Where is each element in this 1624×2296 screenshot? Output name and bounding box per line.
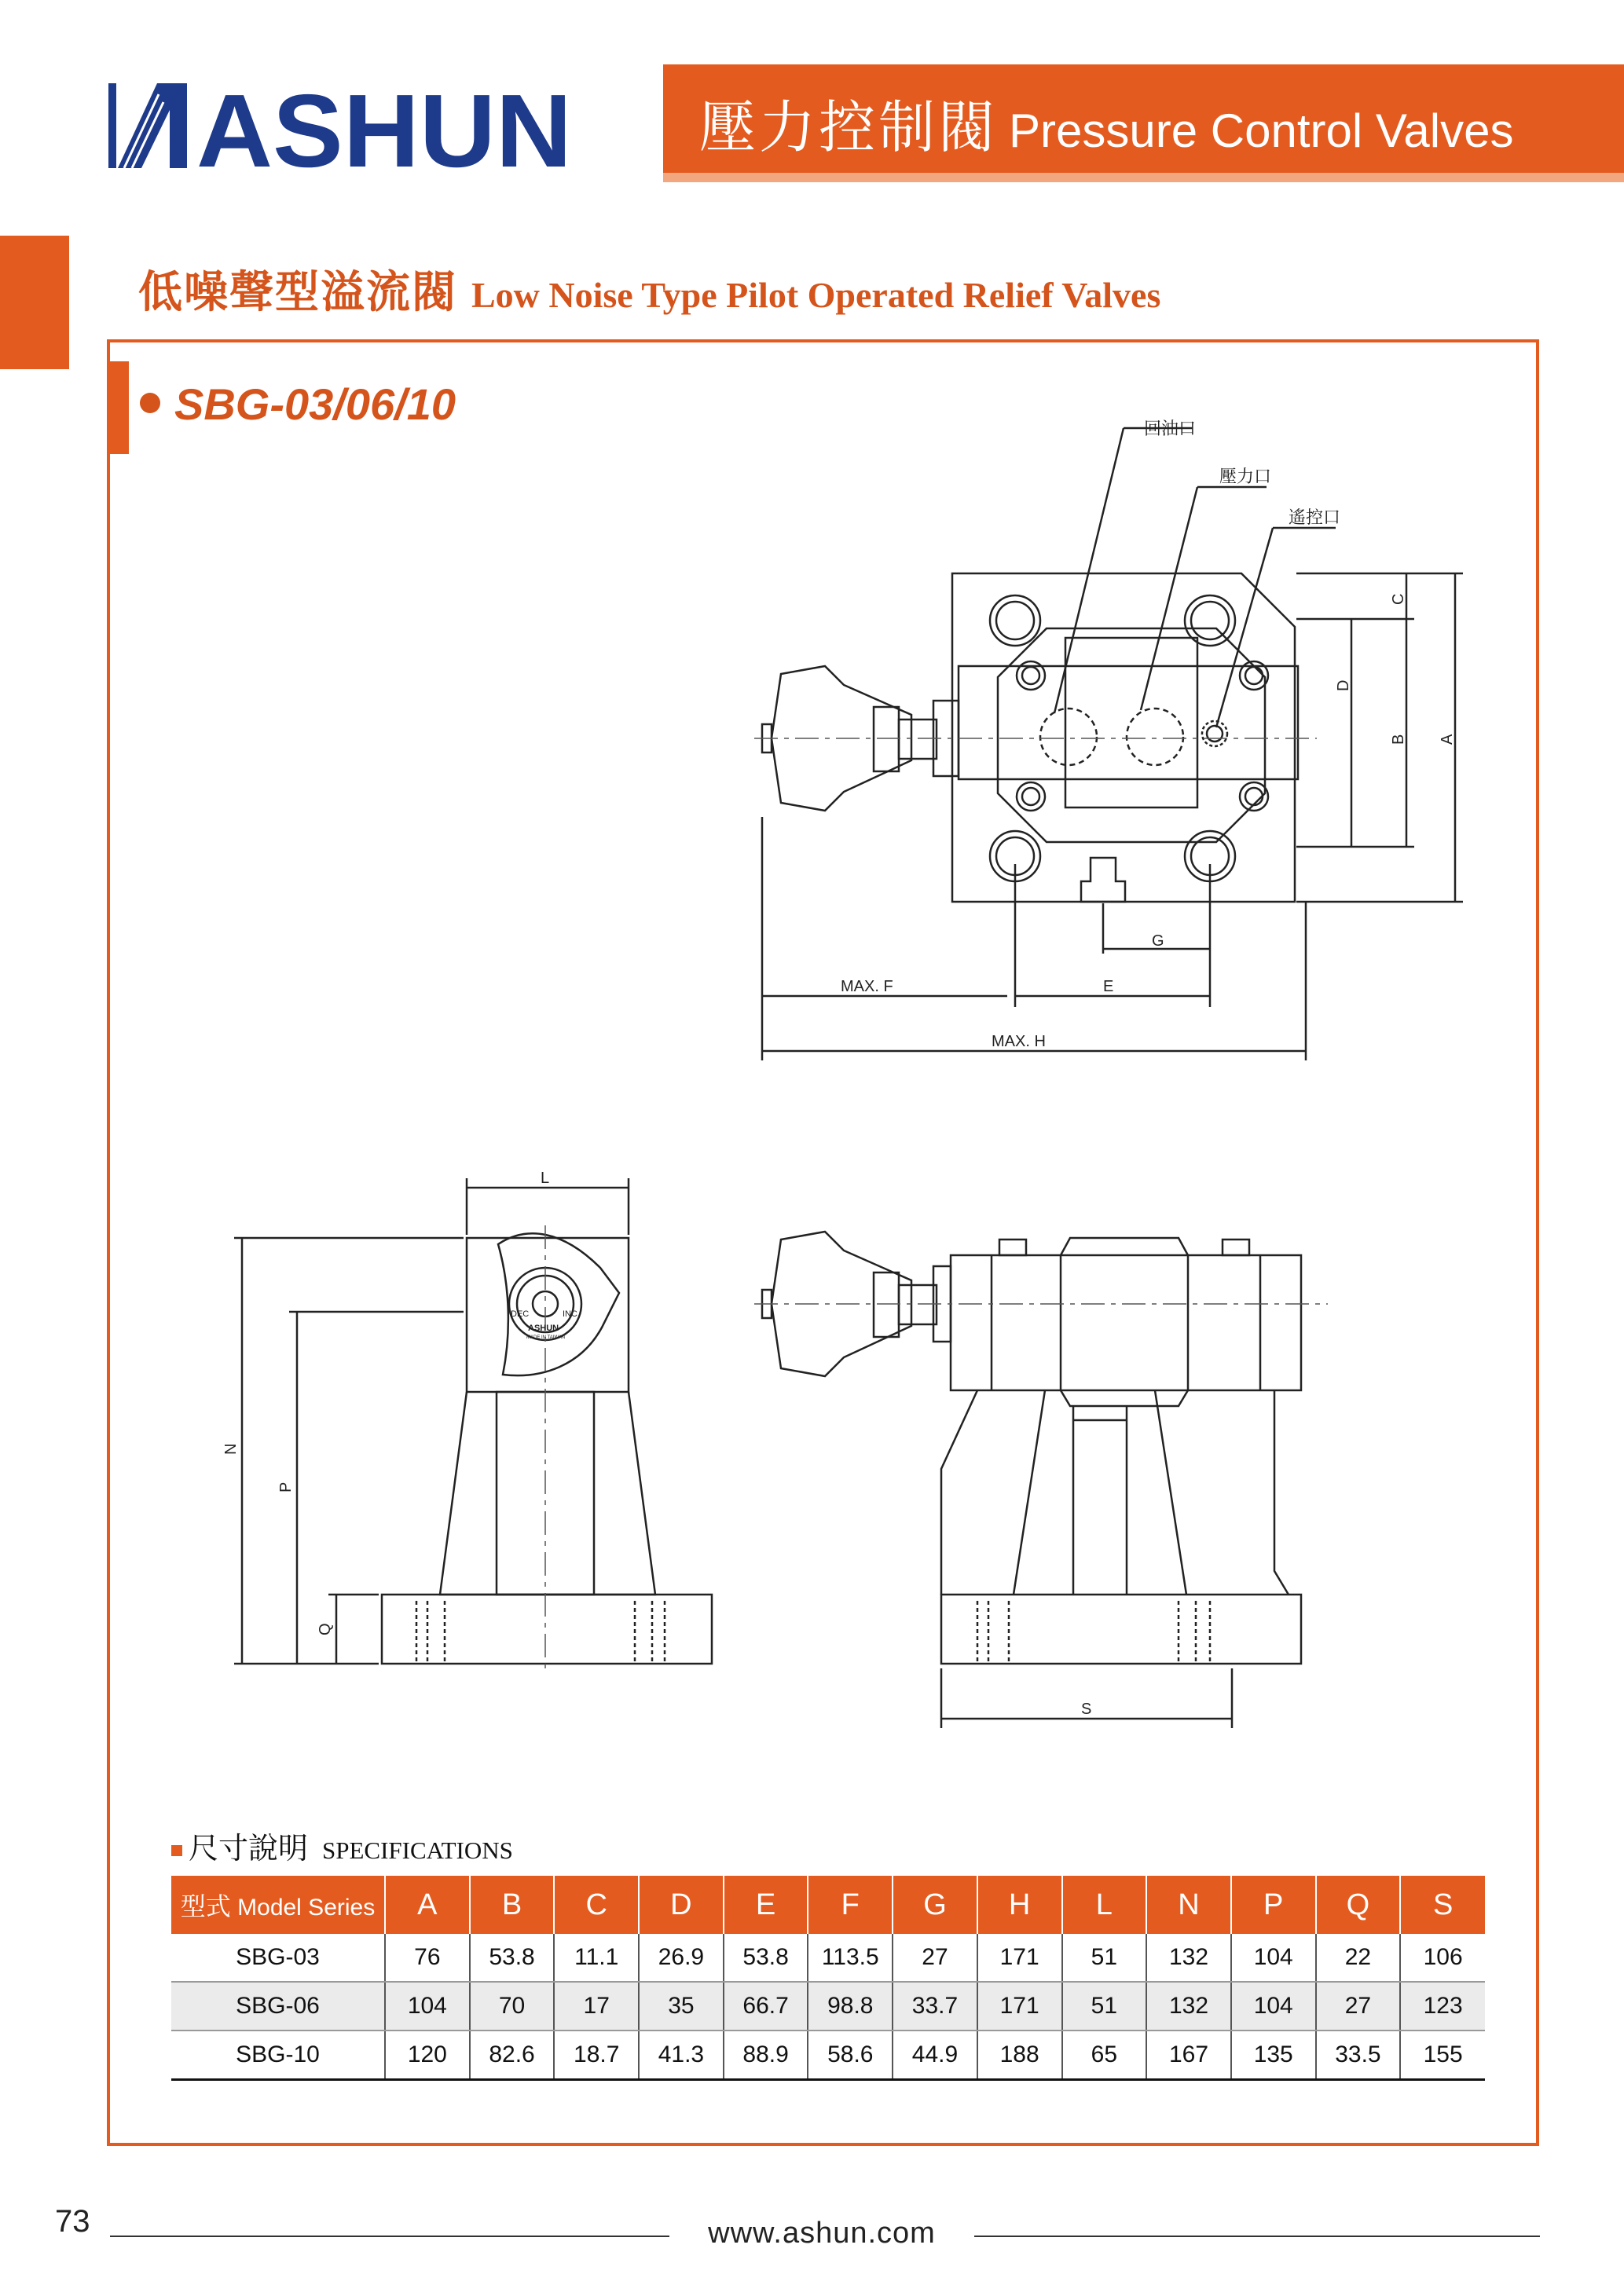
value-cell: 11.1 [554, 1934, 639, 1982]
col-header: P [1231, 1876, 1316, 1934]
table-row [171, 1982, 1485, 2031]
value-cell: 18.7 [554, 2031, 639, 2080]
header-title-en: Pressure Control Valves [1009, 104, 1514, 157]
col-header: E [724, 1876, 808, 1934]
value-cell: 88.9 [724, 2031, 808, 2080]
value-cell: 17 [554, 1982, 639, 2031]
value-cell: 123 [1400, 1982, 1485, 2031]
footer-divider-right [974, 2236, 1540, 2237]
section-title-en: Low Noise Type Pilot Operated Relief Valves [471, 275, 1161, 315]
value-cell: 27 [1316, 1982, 1401, 2031]
model-cell: SBG-03 [171, 1934, 385, 1982]
dim-label-max-f: MAX. F [841, 978, 893, 995]
square-bullet-icon [171, 1845, 182, 1856]
value-cell: 167 [1146, 2031, 1231, 2080]
spec-heading-en: SPECIFICATIONS [322, 1836, 513, 1864]
value-cell: 113.5 [808, 1934, 893, 1982]
dim-label-max-h: MAX. H [992, 1033, 1046, 1050]
col-header: G [893, 1876, 977, 1934]
logo-text: ASHUN [196, 79, 572, 173]
website-link[interactable]: www.ashun.com [708, 2217, 936, 2250]
nameplate-made-in: MADE IN TAIWAN [526, 1335, 566, 1340]
value-cell: 120 [385, 2031, 470, 2080]
section-title-zh: 低噪聲型溢流閥 [138, 267, 457, 318]
col-header: L [1062, 1876, 1147, 1934]
dim-label-c: C [1390, 593, 1407, 605]
value-cell: 171 [977, 1934, 1062, 1982]
port-label-pressure: 壓力口 [1219, 467, 1272, 487]
value-cell: 33.5 [1316, 2031, 1401, 2080]
spec-header-row [171, 1876, 1485, 1934]
model-title-text: SBG-03/06/10 [174, 379, 456, 429]
dim-label-l: L [541, 1170, 550, 1187]
value-cell: 53.8 [470, 1934, 555, 1982]
value-cell: 44.9 [893, 2031, 977, 2080]
col-header: D [639, 1876, 724, 1934]
value-cell: 51 [1062, 1982, 1147, 2031]
col-header: B [470, 1876, 555, 1934]
dim-label-a: A [1439, 734, 1456, 745]
value-cell: 22 [1316, 1934, 1401, 1982]
value-cell: 98.8 [808, 1982, 893, 2031]
value-cell: 132 [1146, 1982, 1231, 2031]
value-cell: 104 [385, 1982, 470, 2031]
nameplate-dec: DEC [511, 1309, 530, 1319]
col-header: H [977, 1876, 1062, 1934]
nameplate-inc: INC. [563, 1309, 580, 1319]
value-cell: 104 [1231, 1982, 1316, 2031]
value-cell: 26.9 [639, 1934, 724, 1982]
value-cell: 70 [470, 1982, 555, 2031]
port-label-remote: 遙控口 [1289, 508, 1341, 528]
port-label-return: 回油口 [1144, 419, 1197, 439]
header-title-zh: 壓力控制閥 [699, 94, 999, 160]
spec-heading-zh: 尺寸說明 [189, 1831, 309, 1866]
col-header: N [1146, 1876, 1231, 1934]
spec-table [171, 1876, 1485, 2081]
col-header-model: 型式 Model Series [171, 1876, 385, 1934]
value-cell: 132 [1146, 1934, 1231, 1982]
value-cell: 106 [1400, 1934, 1485, 1982]
value-cell: 155 [1400, 2031, 1485, 2080]
model-cell: SBG-06 [171, 1982, 385, 2031]
dim-label-n: N [222, 1443, 240, 1455]
dim-label-s: S [1081, 1701, 1092, 1718]
value-cell: 82.6 [470, 2031, 555, 2080]
value-cell: 104 [1231, 1934, 1316, 1982]
value-cell: 27 [893, 1934, 977, 1982]
value-cell: 65 [1062, 2031, 1147, 2080]
value-cell: 33.7 [893, 1982, 977, 2031]
value-cell: 188 [977, 2031, 1062, 2080]
front-view-base [941, 1595, 1301, 1664]
footer-divider-left [110, 2236, 669, 2237]
side-view-body [467, 1238, 629, 1392]
model-cell: SBG-10 [171, 2031, 385, 2080]
side-view-base [382, 1595, 712, 1664]
value-cell: 51 [1062, 1934, 1147, 1982]
value-cell: 35 [639, 1982, 724, 2031]
col-header: S [1400, 1876, 1485, 1934]
dim-label-g: G [1152, 932, 1164, 950]
page-number: 73 [55, 2204, 90, 2239]
value-cell: 76 [385, 1934, 470, 1982]
col-header: C [554, 1876, 639, 1934]
value-cell: 58.6 [808, 2031, 893, 2080]
value-cell: 41.3 [639, 2031, 724, 2080]
front-view-body [951, 1255, 1301, 1390]
col-header: F [808, 1876, 893, 1934]
spec-heading [171, 1824, 513, 1867]
value-cell: 53.8 [724, 1934, 808, 1982]
value-cell: 66.7 [724, 1982, 808, 2031]
dim-label-q: Q [317, 1623, 334, 1635]
value-cell: 171 [977, 1982, 1062, 2031]
value-cell: 135 [1231, 2031, 1316, 2080]
table-row [171, 1934, 1485, 1982]
nameplate-brand: ASHUN [528, 1324, 559, 1333]
dim-label-d: D [1335, 679, 1352, 691]
top-view-body [952, 573, 1295, 902]
dim-label-b: B [1390, 734, 1407, 745]
col-header: Q [1316, 1876, 1401, 1934]
table-row [171, 2031, 1485, 2080]
col-header: A [385, 1876, 470, 1934]
dim-label-p: P [277, 1481, 295, 1492]
dim-label-e: E [1103, 978, 1114, 995]
